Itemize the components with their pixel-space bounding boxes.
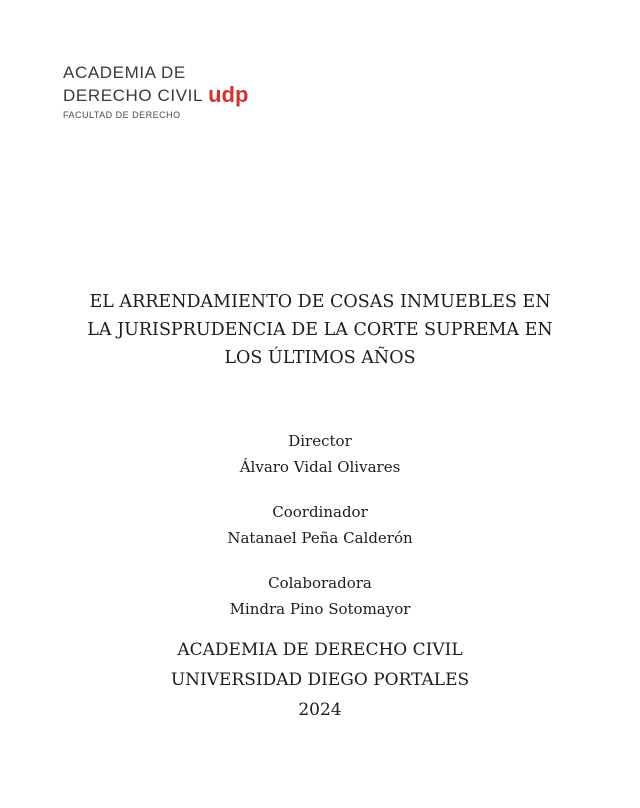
footer-institution: ACADEMIA DE DERECHO CIVIL (177, 640, 463, 660)
credit-group-colaboradora (0, 570, 640, 622)
credit-role: Director (288, 432, 352, 450)
title-line-1: EL ARRENDAMIENTO DE COSAS INMUEBLES EN (89, 292, 551, 312)
credit-role: Coordinador (272, 503, 368, 521)
credit-role: Colaboradora (268, 574, 372, 592)
logo-faculty-subline: FACULTAD DE DERECHO (63, 110, 181, 120)
title-line-2: LA JURISPRUDENCIA DE LA CORTE SUPREMA EN (87, 320, 553, 340)
credits-section (0, 428, 640, 641)
title-line-3: LOS ÚLTIMOS AÑOS (224, 348, 416, 368)
credit-name: Natanael Peña Calderón (227, 529, 413, 547)
credit-name: Álvaro Vidal Olivares (239, 458, 401, 476)
footer-year: 2024 (298, 700, 342, 720)
logo-text-derecho-civil: DERECHO CIVIL (63, 86, 204, 105)
document-title (0, 288, 640, 372)
footer-university: UNIVERSIDAD DIEGO PORTALES (170, 670, 470, 690)
credit-group-coordinador (0, 499, 640, 551)
credit-name: Mindra Pino Sotomayor (229, 600, 411, 618)
academia-derecho-civil-udp-logo (63, 62, 248, 120)
logo-text-line2 (63, 84, 248, 107)
credit-group-director (0, 428, 640, 480)
footer-section (0, 635, 640, 725)
udp-brand-mark: udp (208, 82, 249, 107)
logo-text-line1: ACADEMIA DE (63, 63, 186, 82)
